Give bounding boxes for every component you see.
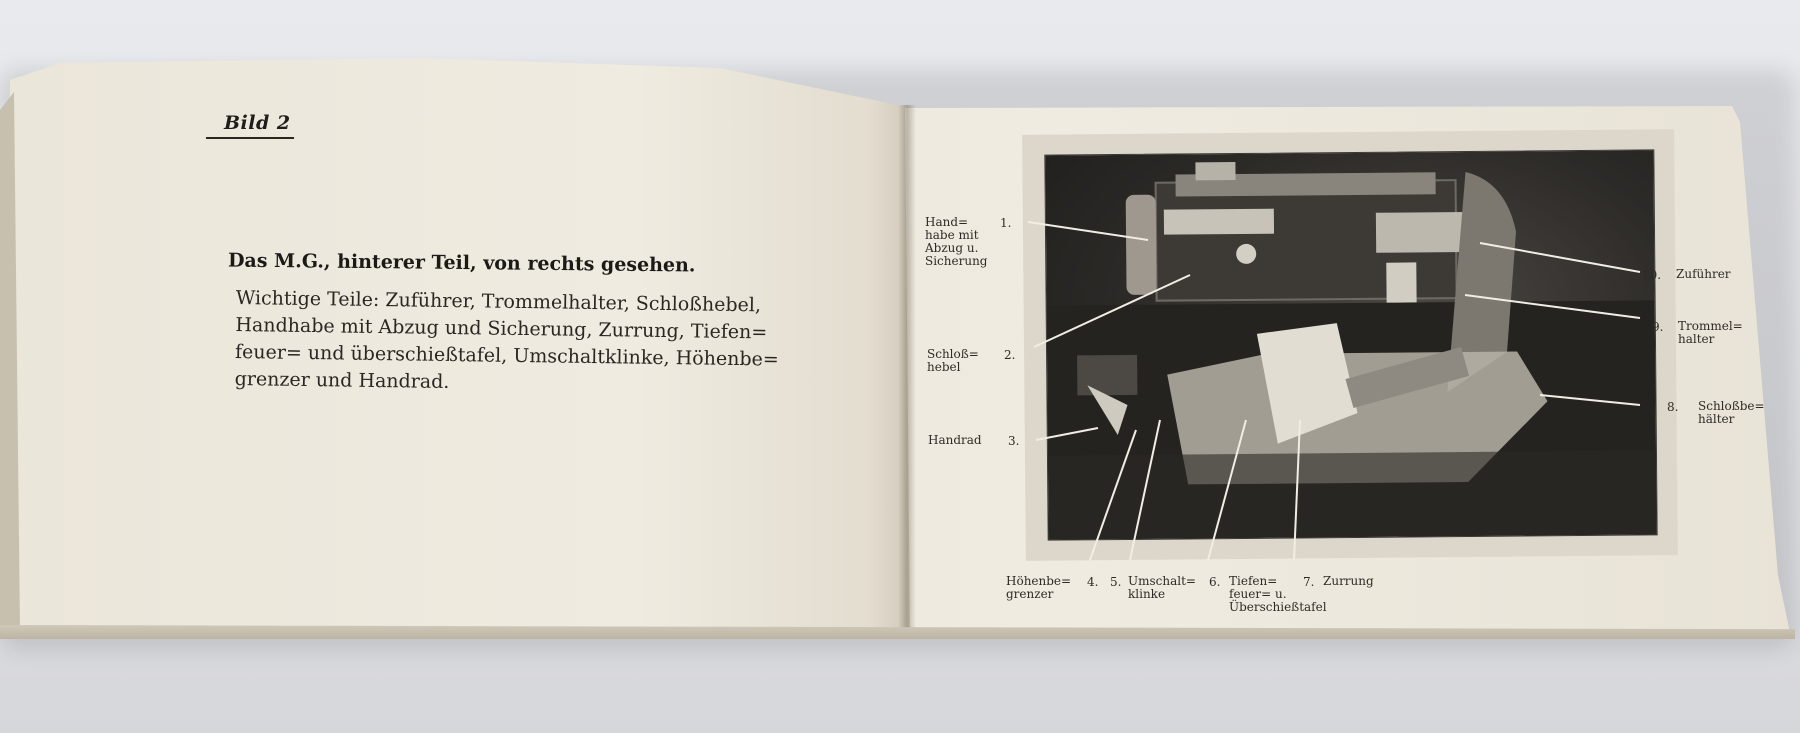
callout-label-tiefenfeuer: Tiefen= feuer= u. Überschießtafel xyxy=(1229,574,1327,614)
figure-label: Bild 2 xyxy=(224,112,291,134)
callout-number-8: 8. xyxy=(1667,400,1679,414)
callout-label-umschaltklinke: Umschalt= klinke xyxy=(1128,574,1196,601)
callout-label-schlosshebel: Schloß= hebel xyxy=(927,347,979,374)
callout-number-1: 1. xyxy=(1000,216,1012,230)
callout-label-zurrung: Zurrung xyxy=(1323,574,1374,588)
body-line: grenzer und Handrad. xyxy=(234,367,450,393)
booklet-spine xyxy=(898,105,916,635)
callout-number-7: 7. xyxy=(1303,575,1315,589)
callout-number-2: 2. xyxy=(1004,348,1016,362)
body-line: Handhabe mit Abzug und Sicherung, Zurrung, Tiefen= xyxy=(235,313,768,344)
callout-label-schlossbehaelter: Schloßbe= hälter xyxy=(1698,399,1765,426)
callout-label-handhabe: Hand= habe mit Abzug u. Sicherung xyxy=(925,215,988,268)
callout-number-3: 3. xyxy=(1008,434,1020,448)
figure-label-underline xyxy=(206,137,294,139)
machine-gun-illustration xyxy=(1045,150,1656,539)
callout-number-5: 5. xyxy=(1110,575,1122,589)
callout-number-9: 9. xyxy=(1652,320,1664,334)
callout-number-10: 10. xyxy=(1642,268,1662,282)
callout-label-trommelhalter: Trommel= halter xyxy=(1678,319,1743,346)
callout-label-hoehenbegrenzer: Höhenbe= grenzer xyxy=(1006,574,1072,601)
body-text xyxy=(234,285,795,401)
callout-number-4: 4. xyxy=(1087,575,1099,589)
body-line: feuer= und überschießtafel, Umschaltklinke, Höhenbe= xyxy=(234,340,779,371)
page-heading: Das M.G., hinterer Teil, von rechts gesehen. xyxy=(227,249,696,277)
callout-number-6: 6. xyxy=(1209,575,1221,589)
callout-label-zufuehrer: Zuführer xyxy=(1676,267,1731,281)
machine-gun-photo xyxy=(1044,149,1657,540)
callout-label-handrad: Handrad xyxy=(928,433,982,447)
body-line: Wichtige Teile: Zuführer, Trommelhalter, Schloßhebel, xyxy=(235,286,762,317)
